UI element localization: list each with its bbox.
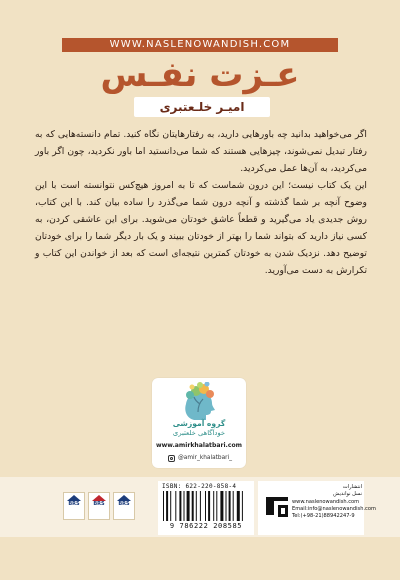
barcode-bar [237, 491, 240, 521]
publisher-name-label: انتشارات [342, 484, 362, 490]
barcode-bar [205, 491, 206, 521]
barcode-bar [216, 491, 217, 521]
barcode-bars [163, 491, 249, 521]
certification-badges [63, 492, 135, 520]
barcode-bar [200, 491, 201, 521]
barcode-bar [213, 491, 214, 521]
publisher-email[interactable]: Email:info@naslenowandish.com [292, 505, 376, 512]
book-title: عـزت نفـس [100, 55, 300, 95]
publisher-box [258, 481, 376, 535]
publisher-logo-icon [260, 489, 294, 523]
author-website-link[interactable]: www.amirkhalatbari.com [155, 442, 243, 449]
barcode-bar [175, 491, 176, 521]
publisher-website[interactable]: www.naslenowandish.com [292, 498, 360, 505]
cert-badge: BRS [88, 492, 110, 520]
instagram-icon [168, 455, 175, 462]
head-tree-icon [176, 382, 222, 422]
barcode-bar [229, 491, 231, 521]
blurb-paragraph-1: اگر می‌خواهید بدانید چه باورهایی دارید، به رفتارهایتان نگاه کنید. تمام دانسته‌هایی که به رفتار تبدیل نمی‌شوند، چیزهایی هستند که شما می‌دانستید اما باور نکردید، چون اگر باور می‌کردید، به آن‌ها عمل می‌کردید. [35, 129, 367, 174]
group-subtitle: خودآگاهی خلعتبری [172, 429, 226, 437]
barcode-bar [196, 491, 197, 521]
barcode-bar [163, 491, 164, 521]
instagram-handle[interactable] [168, 454, 240, 462]
barcode-bar [226, 491, 227, 521]
blurb-paragraph-2: این یک کتاب نیست؛ این درون شماست که تا به امروز هیچ‌کس نتوانسته است با این وضوح آنچه بر شما گذشته و آنچه درون شما می‌گذرد را ساده بیان کند. با این کتاب، روش جدیدی یاد می‌گیرید و قطعاً عاشق خودتان می‌شوید. برای این عاشقی کردن، به کسی نیاز دارید که بتواند شما را بهتر از خودتان ببیند و یک بار دیگر شما را برای خودتان توضیح دهد. نزدیک شدن به خودتان کمترین نتیجه‌ای است که بعد از خواندن این کتاب و تکرارش به دست می‌آورید. [35, 180, 367, 276]
cert-badge: BRS [63, 492, 85, 520]
book-blurb [35, 126, 367, 279]
barcode-bar [220, 491, 223, 521]
barcode-bar [233, 491, 234, 521]
barcode-bar [242, 491, 243, 521]
barcode-bar [192, 491, 194, 521]
group-name: گروه آموزشی [172, 419, 226, 428]
barcode-bar [187, 491, 190, 521]
barcode-bar [184, 491, 185, 521]
publisher-info [292, 484, 376, 520]
barcode-bar [208, 491, 210, 521]
publisher-brand: نسل نواندیش [333, 491, 362, 498]
isbn-label: ISBN: 622-220-858-4 [162, 483, 237, 490]
cert-badge: BRS [113, 492, 135, 520]
barcode-bar [166, 491, 168, 521]
isbn-barcode [158, 481, 254, 535]
barcode-bar [179, 491, 181, 521]
publisher-url-banner[interactable]: WWW.NASLENOWANDISH.COM [62, 38, 338, 52]
author-name: امیـر خلـعتبری [134, 97, 270, 117]
author-group-card [152, 378, 246, 468]
publisher-phone: Tel:(+98-21)88942247-9 [292, 513, 355, 520]
barcode-bar [170, 491, 171, 521]
instagram-handle-text: @amir_khalatbari_ [178, 455, 233, 461]
barcode-digits: 9 786222 208585 [169, 522, 243, 530]
